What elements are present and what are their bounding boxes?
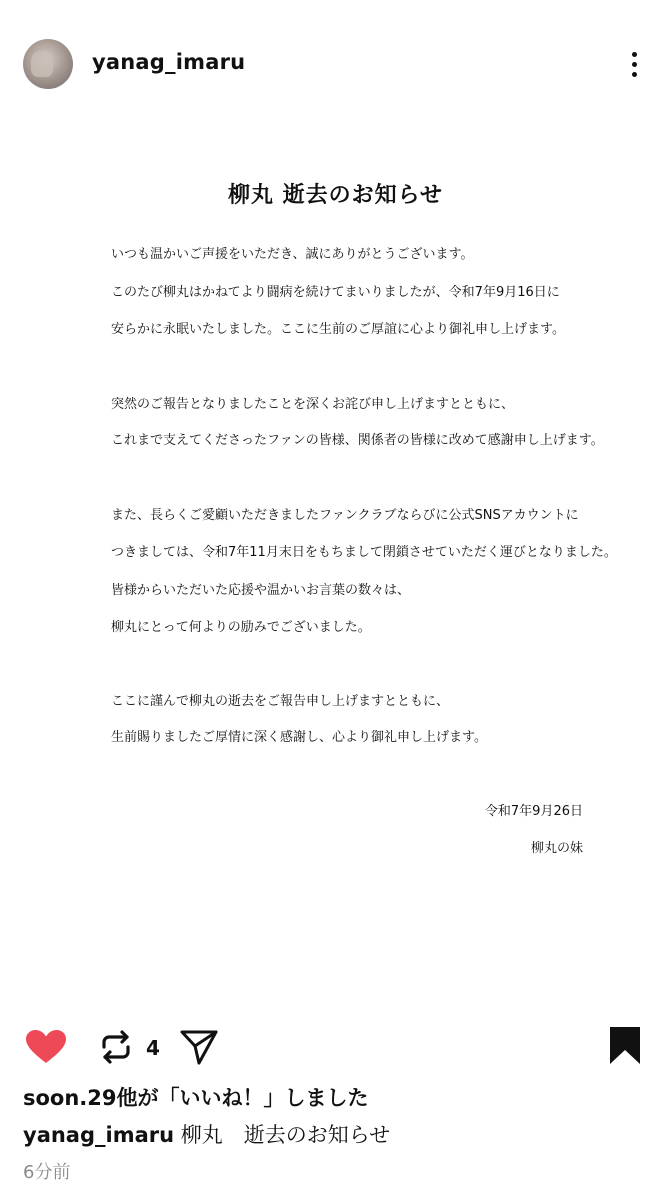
post-username[interactable]: yanag_imaru [92, 50, 246, 74]
bookmark-icon[interactable] [609, 1026, 641, 1066]
announcement-line: これまで支えてくださったファンの皆様、関係者の皆様に改めて感謝申し上げます。 [111, 433, 604, 448]
post-header [0, 0, 671, 126]
announcement-line: 柳丸にとって何よりの励みでございました。 [111, 620, 371, 635]
repost-count: 4 [146, 1036, 160, 1060]
announcement-signature: 柳丸の妹 [530, 841, 583, 856]
avatar[interactable] [23, 39, 73, 89]
announcement-line: 生前賜りましたご厚情に深く感謝し、心より御礼申し上げます。 [111, 730, 487, 745]
post-caption [23, 1119, 390, 1149]
post-timestamp: 6分前 [23, 1162, 71, 1183]
action-bar [0, 1024, 671, 1070]
announcement-line: 突然のご報告となりましたことを深くお詫び申し上げますとともに、 [111, 397, 515, 412]
post-image [0, 126, 671, 1006]
announcement-line: つきましては、令和7年11月末日をもちまして閉鎖させていただく運びとなりました。 [111, 545, 617, 560]
more-options-icon[interactable] [624, 48, 644, 80]
announcement-line: ここに謹んで柳丸の逝去をご報告申し上げますとともに、 [111, 694, 450, 709]
caption-text: 柳丸 逝去のお知らせ [174, 1123, 391, 1147]
announcement-line: このたび柳丸はかねてより闘病を続けてまいりましたが、令和7年9月16日に [111, 285, 560, 300]
announcement-line: いつも温かいご声援をいただき、誠にありがとうございます。 [111, 247, 474, 262]
announcement-line: また、長らくご愛顧いただきましたファンクラブならびに公式SNSアカウントに [111, 508, 579, 523]
repost-icon[interactable] [97, 1028, 135, 1066]
announcement-title: 柳丸 逝去のお知らせ [228, 183, 443, 208]
heart-icon[interactable] [25, 1029, 67, 1065]
likes-summary[interactable]: soon.29他が「いいね！」しました [23, 1086, 369, 1110]
caption-username[interactable]: yanag_imaru [23, 1123, 175, 1147]
announcement-line: 皆様からいただいた応援や温かいお言葉の数々は、 [111, 583, 411, 598]
send-icon[interactable] [179, 1028, 219, 1066]
announcement-date: 令和7年9月26日 [484, 804, 583, 819]
announcement-line: 安らかに永眠いたしました。ここに生前のご厚誼に心より御礼申し上げます。 [111, 322, 565, 337]
